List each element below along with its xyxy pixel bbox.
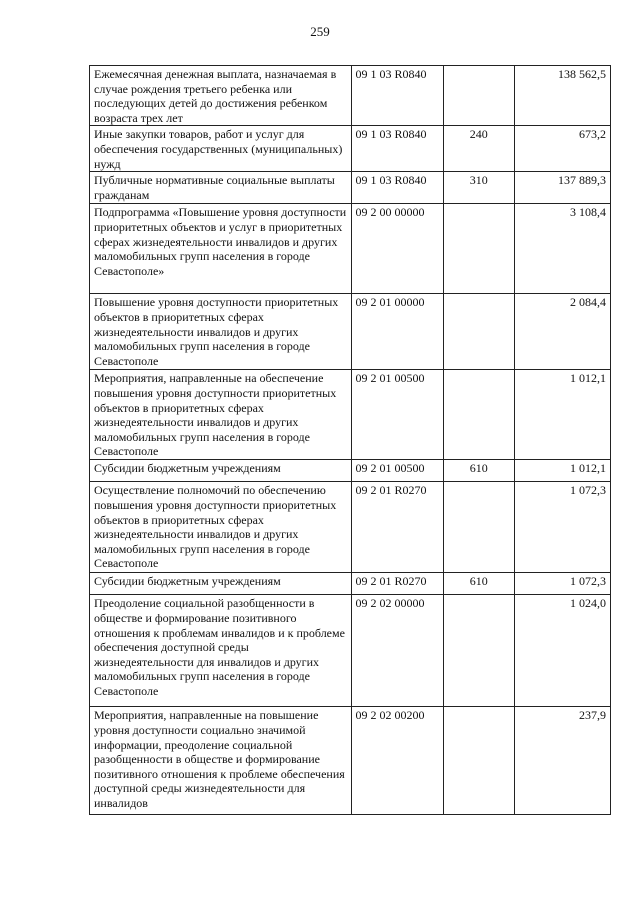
table-row	[90, 294, 611, 370]
row-name: Ежемесячная денежная выплата, назначаемая в случае рождения третьего ребенка или последующих детей до достижения ребенком возраста трех лет	[90, 66, 352, 126]
row-name: Мероприятия, направленные на обеспечение повышения уровня доступности приоритетных объектов в приоритетных сферах жизнедеятельности инвалидов и других маломобильных групп населения в городе Севастополе	[90, 370, 352, 460]
row-expense-type	[443, 66, 514, 126]
row-name: Подпрограмма «Повышение уровня доступности приоритетных объектов и услуг в приоритетных сферах жизнедеятельности инвалидов и других маломобильных групп населения в городе Севастополе»	[90, 204, 352, 294]
table-row	[90, 126, 611, 172]
row-code: 09 2 01 R0270	[351, 573, 443, 595]
row-code: 09 2 01 00500	[351, 370, 443, 460]
budget-table	[89, 65, 611, 815]
row-expense-type: 310	[443, 172, 514, 204]
row-sum: 137 889,3	[514, 172, 610, 204]
row-sum: 138 562,5	[514, 66, 610, 126]
row-name: Публичные нормативные социальные выплаты гражданам	[90, 172, 352, 204]
table-row	[90, 707, 611, 815]
row-expense-type	[443, 482, 514, 573]
row-name: Субсидии бюджетным учреждениям	[90, 573, 352, 595]
row-name: Мероприятия, направленные на повышение уровня доступности социально значимой информации, преодоление социальной разобщенности в обществе и формирование позитивного отношения к проблеме обеспечения доступной среды жизнедеятельности для инвалидов	[90, 707, 352, 815]
table-row	[90, 370, 611, 460]
table-row	[90, 482, 611, 573]
row-sum: 1 072,3	[514, 482, 610, 573]
table-row	[90, 172, 611, 204]
row-code: 09 2 01 00000	[351, 294, 443, 370]
row-expense-type	[443, 370, 514, 460]
row-code: 09 2 02 00200	[351, 707, 443, 815]
row-code: 09 2 01 00500	[351, 460, 443, 482]
row-sum: 1 072,3	[514, 573, 610, 595]
table-row	[90, 573, 611, 595]
row-expense-type: 610	[443, 573, 514, 595]
row-name: Преодоление социальной разобщенности в обществе и формирование позитивного отношения к проблемам инвалидов и к проблеме обеспечения доступной среды жизнедеятельности для инвалидов и других маломобильных групп населения в городе Севастополе	[90, 595, 352, 707]
row-code: 09 2 00 00000	[351, 204, 443, 294]
row-code: 09 1 03 R0840	[351, 172, 443, 204]
row-sum: 673,2	[514, 126, 610, 172]
row-name: Субсидии бюджетным учреждениям	[90, 460, 352, 482]
row-name: Иные закупки товаров, работ и услуг для обеспечения государственных (муниципальных) нужд	[90, 126, 352, 172]
row-sum: 1 024,0	[514, 595, 610, 707]
table-row	[90, 204, 611, 294]
row-name: Повышение уровня доступности приоритетных объектов в приоритетных сферах жизнедеятельности инвалидов и других маломобильных групп населения в городе Севастополе	[90, 294, 352, 370]
page-number: 259	[310, 24, 330, 39]
row-sum: 237,9	[514, 707, 610, 815]
row-expense-type	[443, 204, 514, 294]
table-row	[90, 595, 611, 707]
row-sum: 1 012,1	[514, 370, 610, 460]
row-sum: 2 084,4	[514, 294, 610, 370]
row-code: 09 1 03 R0840	[351, 66, 443, 126]
row-expense-type	[443, 595, 514, 707]
row-name: Осуществление полномочий по обеспечению повышения уровня доступности приоритетных объектов в приоритетных сферах жизнедеятельности инвалидов и других маломобильных групп населения в городе Севастополе	[90, 482, 352, 573]
table-row	[90, 460, 611, 482]
row-code: 09 2 02 00000	[351, 595, 443, 707]
row-expense-type	[443, 294, 514, 370]
row-sum: 1 012,1	[514, 460, 610, 482]
row-code: 09 2 01 R0270	[351, 482, 443, 573]
table-row	[90, 66, 611, 126]
row-expense-type: 610	[443, 460, 514, 482]
row-code: 09 1 03 R0840	[351, 126, 443, 172]
row-expense-type	[443, 707, 514, 815]
row-sum: 3 108,4	[514, 204, 610, 294]
row-expense-type: 240	[443, 126, 514, 172]
